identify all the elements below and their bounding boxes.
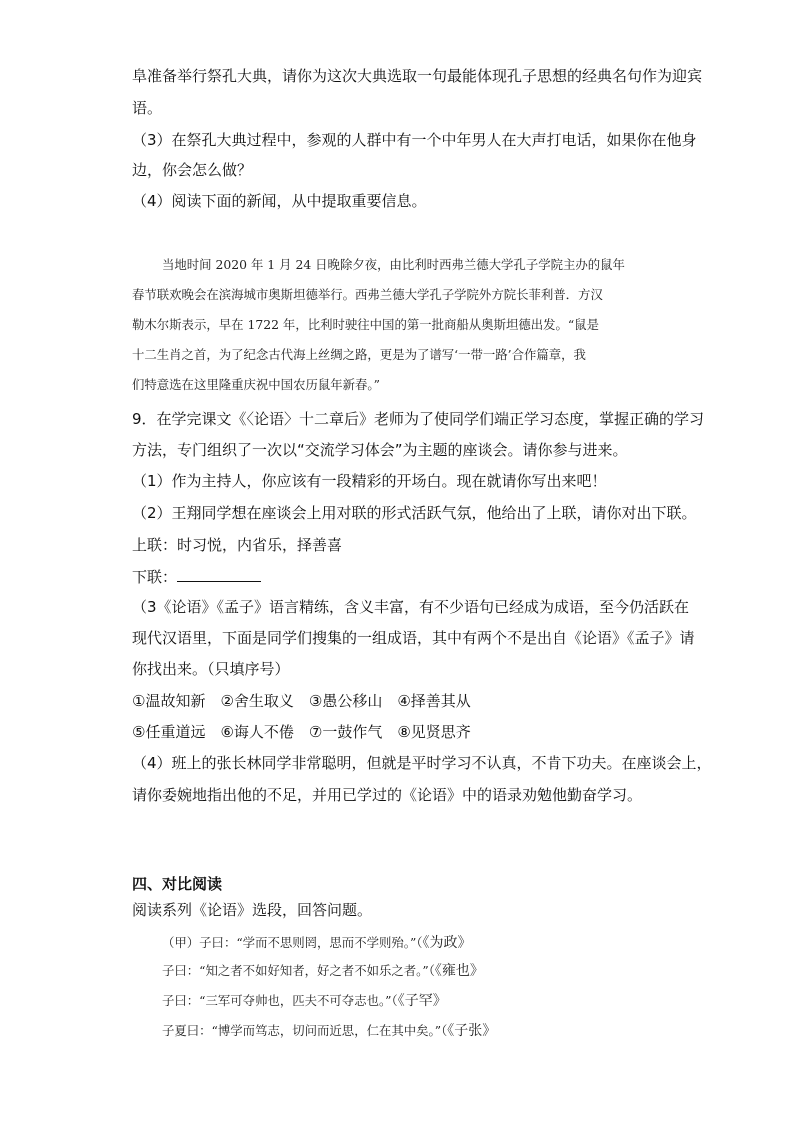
section-intro: 阅读系列《论语》选段，回答问题。 (132, 901, 373, 919)
question-3: （3）在祭孔大典过程中，参观的人群中有一个中年男人在大声打电话，如果你在他身 (132, 131, 697, 149)
quote-line (162, 934, 471, 952)
quote-line (162, 962, 484, 980)
quote-line (162, 1022, 496, 1040)
sub-question-1: （1）作为主持人，你应该有一段精彩的开场白。现在就请你写出来吧！ (132, 472, 607, 490)
quote-source: 《为政》 (422, 935, 472, 951)
question-4: （4）阅读下面的新闻，从中提取重要信息。 (132, 192, 427, 210)
text-line: 请你委婉地指出他的不足，并用已学过的《论语》中的语录劝勉他勤奋学习。 (132, 786, 643, 804)
news-line: 十二生肖之首，为了纪念古代海上丝绸之路，更是为了谱写‘一带一路’合作篇章，我 (132, 347, 586, 362)
news-line: 当地时间 2020 年 1 月 24 日晚除夕夜，由比利时西弗兰德大学孔子学院主办的鼠年 (162, 257, 625, 272)
answer-blank (177, 567, 261, 582)
quote-text: 子曰：“三军可夺帅也，匹夫不可夺志也。”（ (162, 993, 398, 1008)
quote-source: 《子张》 (447, 1023, 497, 1039)
news-line: 们特意选在这里隆重庆祝中国农历鼠年新春。” (132, 377, 380, 392)
idiom-list: ①温故知新 ②舍生取义 ③愚公移山 ④择善其从 (132, 692, 471, 710)
idiom-list: ⑤任重道远 ⑥诲人不倦 ⑦一鼓作气 ⑧见贤思齐 (132, 723, 471, 741)
section-title: 四、对比阅读 (132, 875, 223, 893)
text-line: 你找出来。（只填序号） (132, 660, 290, 678)
news-line: 春节联欢晚会在滨海城市奥斯坦德举行。西弗兰德大学孔子学院外方院长菲利普．方汉 (132, 287, 603, 302)
quote-line (162, 992, 447, 1010)
sub-question-2: （2）王翔同学想在座谈会上用对联的形式活跃气氛，他给出了上联，请你对出下联。 (132, 504, 697, 522)
quote-text: 子曰：“知之者不如好知者，好之者不如乐之者。”（ (162, 963, 435, 978)
sub-question-3: （3《论语》《孟子》语言精练，含义丰富，有不少语句已经成为成语，至今仍活跃在 (132, 598, 690, 616)
lower-couplet-label: 下联： (132, 568, 178, 586)
text-line: 阜准备举行祭孔大典，请你为这次大典选取一句最能体现孔子思想的经典名句作为迎宾 (132, 67, 703, 85)
quote-source: 《子罕》 (397, 993, 447, 1009)
sub-question-4: （4）班上的张长林同学非常聪明，但就是平时学习不认真，不肯下功夫。在座谈会上， (132, 754, 712, 772)
lower-couplet (132, 567, 261, 587)
text-line: 方法，专门组织了一次以“交流学习体会”为主题的座谈会。请你参与进来。 (132, 441, 628, 459)
quote-text: （甲）子曰：“学而不思则罔，思而不学则殆。”（ (162, 935, 423, 950)
text-line: 语。 (132, 99, 163, 117)
quote-text: 子夏曰：“博学而笃志，切问而近思，仁在其中矣。”（ (162, 1023, 448, 1038)
quote-source: 《雍也》 (434, 963, 484, 979)
text-line: 边，你会怎么做？ (132, 161, 253, 179)
news-line: 勒木尔斯表示，早在 1722 年，比利时驶往中国的第一批商船从奥斯坦德出发。“鼠是 (132, 317, 600, 332)
text-line: 现代汉语里，下面是同学们搜集的一组成语，其中有两个不是出自《论语》《孟子》请 (132, 629, 695, 647)
upper-couplet: 上联：时习悦，内省乐，择善喜 (132, 536, 343, 554)
question-9: 9．在学完课文《〈论语〉十二章后》老师为了使同学们端正学习态度，掌握正确的学习 (132, 410, 705, 428)
